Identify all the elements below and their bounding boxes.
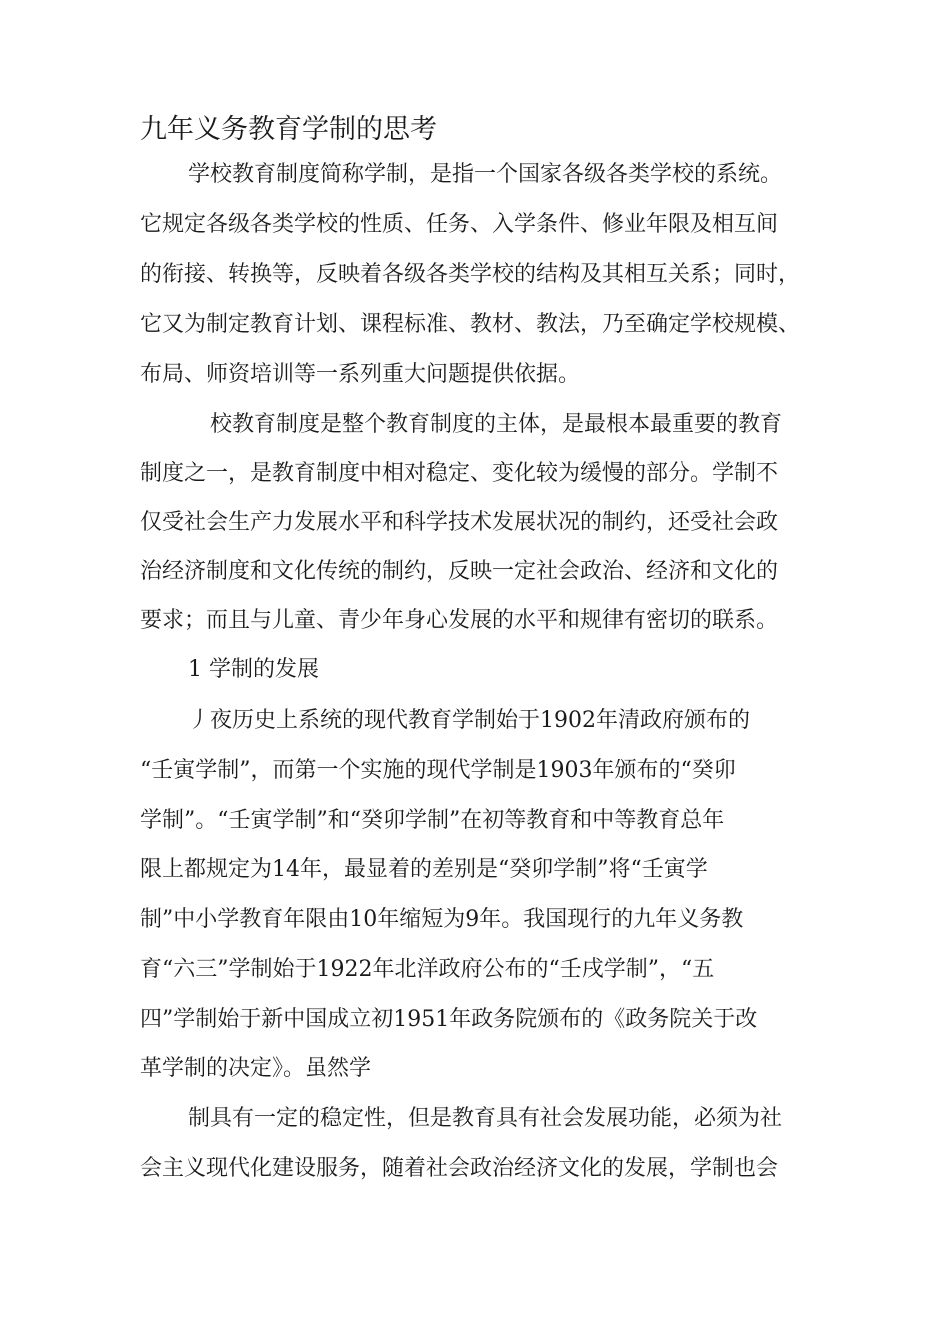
paragraph-line: 育“六三”学制始于1922年北洋政府公布的“壬戌学制”，“五 xyxy=(140,957,715,982)
paragraph-line: 它规定各级各类学校的性质、任务、入学条件、修业年限及相互间 xyxy=(140,212,779,237)
paragraph-line: 制度之一，是教育制度中相对稳定、变化较为缓慢的部分。学制不 xyxy=(140,461,779,486)
document-title: 九年义务教育学制的思考 xyxy=(140,114,437,145)
paragraph-line: 它又为制定教育计划、课程标准、教材、教法，乃至确定学校规模、 xyxy=(140,312,801,337)
paragraph-line: 会主义现代化建设服务，随着社会政治经济文化的发展，学制也会 xyxy=(140,1156,779,1181)
paragraph-line: 要求；而且与儿童、青少年身心发展的水平和规律有密切的联系。 xyxy=(140,608,779,633)
paragraph-line: 校教育制度是整个教育制度的主体，是最根本最重要的教育 xyxy=(210,412,783,437)
paragraph-line: 学校教育制度简称学制，是指一个国家各级各类学校的系统。 xyxy=(188,162,783,187)
paragraph-line: 四”学制始于新中国成立初1951年政务院颁布的《政务院关于改 xyxy=(140,1007,758,1032)
paragraph-line: 治经济制度和文化传统的制约，反映一定社会政治、经济和文化的 xyxy=(140,559,779,584)
paragraph-line: 仅受社会生产力发展水平和科学技术发展状况的制约，还受社会政 xyxy=(140,510,779,535)
paragraph-line: 丿夜历史上系统的现代教育学制始于1902年清政府颁布的 xyxy=(188,708,750,733)
paragraph-line: 制”中小学教育年限由10年缩短为9年。我国现行的九年义务教 xyxy=(140,907,744,932)
paragraph-line: 学制”。“壬寅学制”和“癸卯学制”在初等教育和中等教育总年 xyxy=(140,808,725,833)
paragraph-line: 革学制的决定》。虽然学 xyxy=(140,1056,372,1081)
section-heading: 1 学制的发展 xyxy=(188,657,319,682)
paragraph-line: 布局、师资培训等一系列重大问题提供依据。 xyxy=(140,362,581,387)
paragraph-line: 的衔接、转换等，反映着各级各类学校的结构及其相互关系；同时， xyxy=(140,262,801,287)
paragraph-line: 限上都规定为14年，最显着的差别是“癸卯学制”将“壬寅学 xyxy=(140,857,708,882)
paragraph-line: 制具有一定的稳定性，但是教育具有社会发展功能，必须为社 xyxy=(188,1106,783,1131)
paragraph-line: “壬寅学制”，而第一个实施的现代学制是1903年颁布的“癸卯 xyxy=(140,758,736,783)
